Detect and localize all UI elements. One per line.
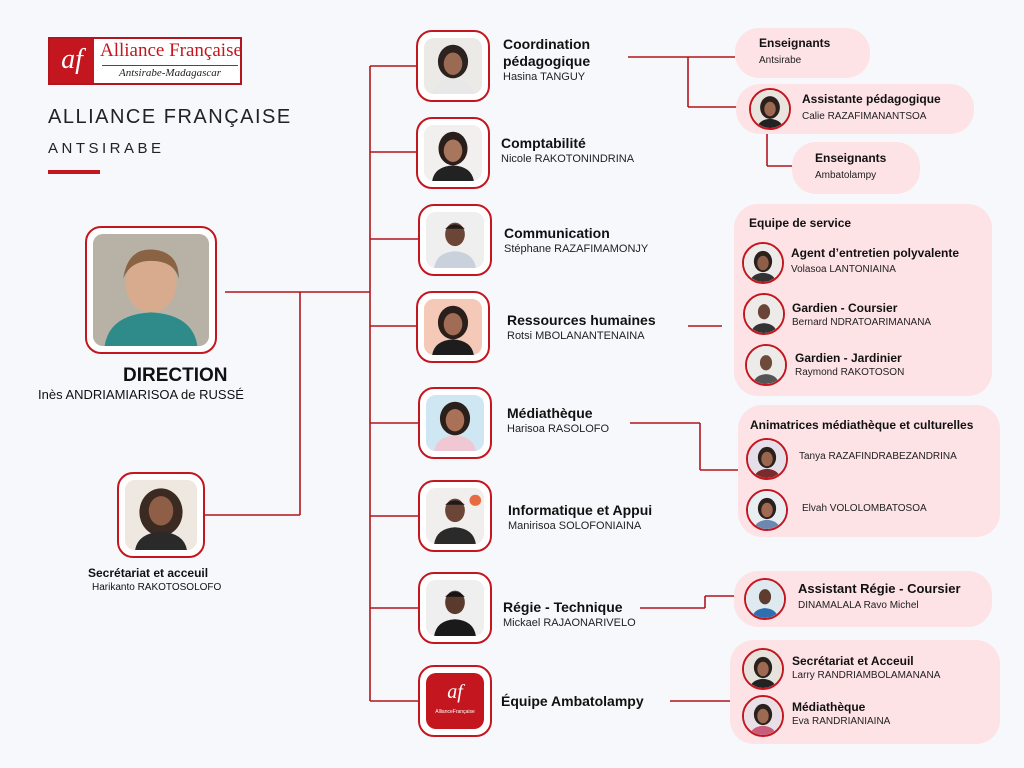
- service-member-person: Volasoa LANTONIAINA: [791, 264, 896, 275]
- person-photo-icon: [426, 212, 484, 268]
- person-photo-icon: [424, 299, 482, 355]
- person-photo-icon: [426, 395, 484, 451]
- secretariat-photo: [117, 472, 205, 558]
- ressources-humaines-person: Rotsi MBOLANANTENAINA: [507, 330, 645, 342]
- communication-role: Communication: [504, 225, 610, 241]
- animatrice-avatar: [746, 489, 788, 531]
- person-photo-icon: [745, 295, 783, 333]
- communication-label: [504, 225, 648, 256]
- service-member-role: Gardien - Coursier: [792, 301, 898, 315]
- logo-place: Antsirabe-Madagascar: [102, 65, 238, 79]
- ambatolampy-team-panel: [730, 640, 1000, 744]
- regie-person: Mickael RAJAONARIVELO: [503, 617, 636, 629]
- ambatolampy-member-person: Eva RANDRIANIAINA: [792, 716, 891, 727]
- enseignants-ambatolampy-place: Ambatolampy: [815, 170, 877, 181]
- alliance-francaise-logo: [48, 37, 242, 85]
- animatrice-person: Elvah VOLOLOMBATOSOA: [802, 503, 927, 514]
- mediatheque-photo: [418, 387, 492, 459]
- assistant-regie-avatar: [744, 578, 786, 620]
- ambatolampy-role: Équipe Ambatolampy: [501, 693, 644, 709]
- title-underline: [48, 170, 100, 174]
- enseignants-antsirabe-panel: [735, 28, 870, 78]
- coordination-person: Hasina TANGUY: [503, 71, 586, 83]
- regie-label: [503, 599, 636, 630]
- mediatheque-label: [507, 405, 609, 436]
- animatrice-person: Tanya RAZAFINDRABEZANDRINA: [799, 451, 957, 462]
- person-photo-icon: [93, 234, 209, 346]
- enseignants-antsirabe-role: Enseignants: [759, 36, 831, 50]
- mediatheque-person: Harisoa RASOLOFO: [507, 423, 610, 435]
- page-subtitle: ANTSIRABE: [48, 140, 165, 157]
- informatique-role: Informatique et Appui: [508, 502, 653, 518]
- animatrice-avatar: [746, 438, 788, 480]
- person-photo-icon: [424, 125, 482, 181]
- animatrices-title: Animatrices médiathèque et culturelles: [750, 418, 974, 432]
- service-member-role: Gardien - Jardinier: [795, 351, 902, 365]
- ambatolampy-logo-frame: [418, 665, 492, 737]
- service-avatar: [743, 293, 785, 335]
- informatique-label: [508, 502, 652, 533]
- service-avatar: [742, 242, 784, 284]
- regie-photo: [418, 572, 492, 644]
- informatique-person: Manirisoa SOLOFONIAINA: [508, 520, 642, 532]
- person-photo-icon: [426, 580, 484, 636]
- service-member-person: Bernard NDRATOARIMANANA: [792, 317, 932, 328]
- direction-photo: [85, 226, 217, 354]
- informatique-photo: [418, 480, 492, 552]
- service-avatar: [745, 344, 787, 386]
- assistante-avatar: [749, 88, 791, 130]
- af-logo-mark: af: [50, 39, 94, 83]
- ambatolampy-member-avatar: [742, 695, 784, 737]
- person-photo-icon: [744, 244, 782, 282]
- comptabilite-label: [501, 135, 634, 166]
- ressources-humaines-photo: [416, 291, 490, 363]
- person-photo-icon: [744, 697, 782, 735]
- person-photo-icon: [125, 480, 197, 550]
- direction-role: DIRECTION: [123, 365, 228, 386]
- person-photo-icon: [748, 491, 786, 529]
- ambatolampy-logo-name: AllianceFrançaise: [435, 709, 475, 715]
- ressources-humaines-role: Ressources humaines: [507, 312, 656, 328]
- enseignants-ambatolampy-panel: [792, 142, 920, 194]
- coordination-label: [503, 36, 590, 84]
- assistant-regie-person: DINAMALALA Ravo Michel: [798, 600, 919, 611]
- person-photo-icon: [748, 440, 786, 478]
- equipe-de-service-title: Equipe de service: [749, 216, 852, 230]
- assistante-pedagogique-panel: [736, 84, 974, 134]
- coordination-photo: [416, 30, 490, 102]
- logo-name: Alliance Française: [100, 40, 242, 61]
- comptabilite-photo: [416, 117, 490, 189]
- secretariat-person: Harikanto RAKOTOSOLOFO: [92, 582, 222, 593]
- mediatheque-role: Médiathèque: [507, 405, 593, 421]
- person-photo-icon: [747, 346, 785, 384]
- service-member-role: Agent d’entretien polyvalente: [791, 246, 960, 260]
- comptabilite-person: Nicole RAKOTONINDRINA: [501, 153, 635, 165]
- person-photo-icon: [424, 38, 482, 94]
- direction-person: Inès ANDRIAMIARISOA de RUSSÉ: [38, 387, 244, 402]
- assistante-role: Assistante pédagogique: [802, 92, 941, 106]
- secretariat-role: Secrétariat et acceuil: [88, 566, 209, 580]
- enseignants-antsirabe-place: Antsirabe: [759, 55, 802, 66]
- person-photo-icon: [746, 580, 784, 618]
- comptabilite-role: Comptabilité: [501, 135, 586, 151]
- assistante-person: Calie RAZAFIMANANTSOA: [802, 111, 927, 122]
- enseignants-ambatolampy-role: Enseignants: [815, 151, 887, 165]
- coordination-role-line2: pédagogique: [503, 53, 591, 69]
- animatrices-panel: [738, 405, 1000, 537]
- assistant-regie-role: Assistant Régie - Coursier: [798, 581, 961, 596]
- ambatolampy-member-avatar: [742, 648, 784, 690]
- communication-person: Stéphane RAZAFIMAMONJY: [504, 243, 649, 255]
- communication-photo: [418, 204, 492, 276]
- page-title: ALLIANCE FRANÇAISE: [48, 106, 292, 128]
- person-photo-icon: [744, 650, 782, 688]
- person-photo-icon: [426, 488, 484, 544]
- assistant-regie-panel: [734, 571, 992, 627]
- af-logo-mark: af: [447, 681, 463, 703]
- ambatolampy-member-role: Médiathèque: [792, 700, 866, 714]
- person-photo-icon: [751, 90, 789, 128]
- regie-role: Régie - Technique: [503, 599, 623, 615]
- equipe-de-service-panel: [734, 204, 992, 396]
- ambatolampy-label: [501, 693, 644, 710]
- coordination-role: Coordination: [503, 36, 591, 52]
- ambatolampy-member-person: Larry RANDRIAMBOLAMANANA: [792, 670, 941, 681]
- ambatolampy-member-role: Secrétariat et Acceuil: [792, 654, 914, 668]
- service-member-person: Raymond RAKOTOSON: [795, 367, 905, 378]
- ressources-humaines-label: [507, 312, 656, 343]
